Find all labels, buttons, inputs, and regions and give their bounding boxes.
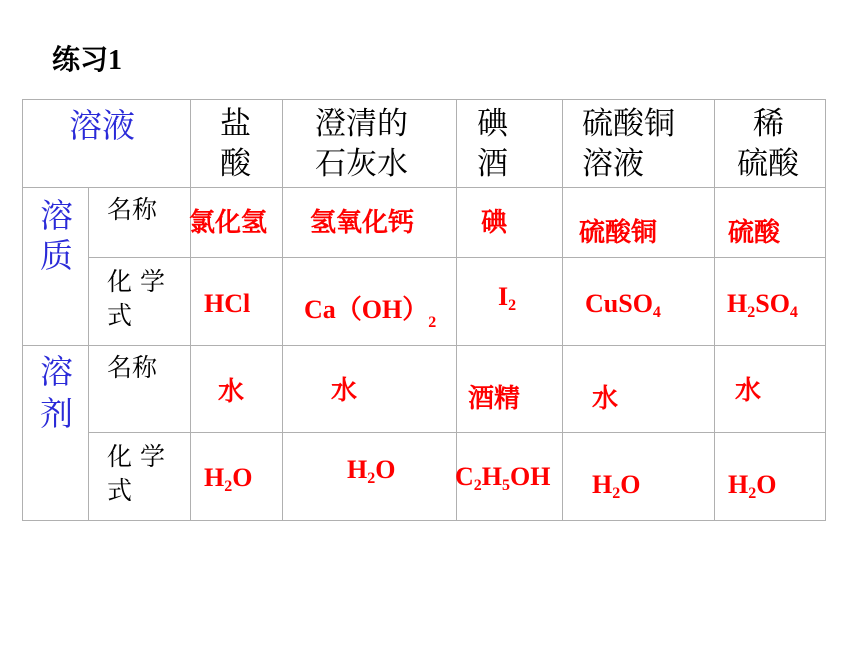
solution-table xyxy=(22,99,826,521)
solute-name-2 xyxy=(283,188,457,258)
solute-name-4 xyxy=(563,188,715,258)
solvent-name-1-text: 水 xyxy=(218,377,245,407)
solute-formula-4-text: CuSO$_4$ xyxy=(585,289,661,321)
solute-formula-3-text: $I_2$ xyxy=(498,282,517,314)
solvent-formula-4 xyxy=(563,433,715,521)
header-solution-cell xyxy=(23,100,191,188)
solute-name-5-text: 硫酸 xyxy=(728,218,781,248)
solvent-formula-5 xyxy=(715,433,826,521)
solvent-name-3 xyxy=(457,346,563,433)
solute-name-row xyxy=(23,188,826,258)
solvent-formula-label-2: 式 xyxy=(107,476,133,505)
solute-formula-4 xyxy=(563,258,715,346)
solute-formula-label-cell xyxy=(89,258,191,346)
header-col-2 xyxy=(283,100,457,188)
solvent-formula-5-text: $H_2O$ xyxy=(728,470,777,502)
solute-name-1-text: 氯化氢 xyxy=(189,208,268,238)
solute-formula-row xyxy=(23,258,826,346)
header-col-2-line2: 石灰水 xyxy=(315,146,408,182)
solvent-name-1 xyxy=(191,346,283,433)
solute-formula-label-1: 化 学 xyxy=(107,267,165,296)
solvent-label-1: 溶 xyxy=(40,352,73,391)
header-col-4 xyxy=(563,100,715,188)
solvent-name-3-text: 酒精 xyxy=(468,384,521,414)
solute-label-1: 溶 xyxy=(40,196,73,235)
solute-name-4-text: 硫酸铜 xyxy=(579,218,658,248)
solvent-name-row xyxy=(23,346,826,433)
solvent-label-cell xyxy=(23,346,89,521)
solute-formula-5 xyxy=(715,258,826,346)
solvent-name-label-cell xyxy=(89,346,191,433)
header-col-5-line2: 硫酸 xyxy=(737,146,799,182)
solute-formula-5-text: $H_2SO_4$ xyxy=(727,289,798,321)
solvent-formula-label-cell xyxy=(89,433,191,521)
solute-name-label-cell xyxy=(89,188,191,258)
solvent-formula-2 xyxy=(283,433,457,521)
solvent-formula-1-text: $H_2O$ xyxy=(204,463,253,495)
exercise-title-text: 练习 xyxy=(52,43,109,76)
solute-formula-2-text: $Ca(OH)_2$ xyxy=(304,295,437,331)
solvent-formula-1 xyxy=(191,433,283,521)
header-col-1 xyxy=(191,100,283,188)
solute-name-label: 名称 xyxy=(107,195,158,224)
solvent-formula-3 xyxy=(457,433,563,521)
solvent-name-2 xyxy=(283,346,457,433)
solute-formula-3 xyxy=(457,258,563,346)
solute-label-2: 质 xyxy=(40,236,73,275)
header-col-4-line1: 硫酸铜 xyxy=(582,106,675,142)
solvent-name-5 xyxy=(715,346,826,433)
header-col-5 xyxy=(715,100,826,188)
solvent-name-5-text: 水 xyxy=(735,376,762,406)
solvent-formula-3-text: $C_2H_5OH$ xyxy=(455,462,551,494)
solvent-label-2: 剂 xyxy=(40,394,73,433)
solvent-name-4-text: 水 xyxy=(592,384,619,414)
solvent-formula-row xyxy=(23,433,826,521)
header-col-5-line1: 稀 xyxy=(753,106,784,142)
solvent-name-2-text: 水 xyxy=(331,376,358,406)
solute-label-cell xyxy=(23,188,89,346)
solvent-formula-2-text: $H_2O$ xyxy=(347,455,396,487)
header-col-1-line1: 盐 xyxy=(220,106,251,142)
solvent-name-4 xyxy=(563,346,715,433)
header-col-3-line2: 酒 xyxy=(477,146,508,182)
header-solution-label: 溶液 xyxy=(69,106,135,145)
exercise-title-number: 1 xyxy=(108,45,123,76)
header-col-2-line1: 澄清的 xyxy=(315,106,408,142)
solute-name-3-text: 碘 xyxy=(481,208,508,238)
exercise-title xyxy=(52,38,122,78)
solute-formula-1 xyxy=(191,258,283,346)
solute-name-2-text: 氢氧化钙 xyxy=(310,208,415,238)
header-col-1-line2: 酸 xyxy=(220,146,251,182)
header-col-4-line2: 溶液 xyxy=(582,146,644,182)
solvent-formula-4-text: $H_2O$ xyxy=(592,470,641,502)
header-col-3 xyxy=(457,100,563,188)
header-col-3-line1: 碘 xyxy=(477,106,508,142)
solvent-formula-label-1: 化 学 xyxy=(107,442,165,471)
solute-name-1 xyxy=(191,188,283,258)
header-row xyxy=(23,100,826,188)
solute-formula-1-text: HCl xyxy=(204,289,251,318)
solvent-name-label: 名称 xyxy=(107,353,158,382)
solute-formula-2 xyxy=(283,258,457,346)
solute-formula-label-2: 式 xyxy=(107,301,133,330)
solute-name-3 xyxy=(457,188,563,258)
solute-name-5 xyxy=(715,188,826,258)
